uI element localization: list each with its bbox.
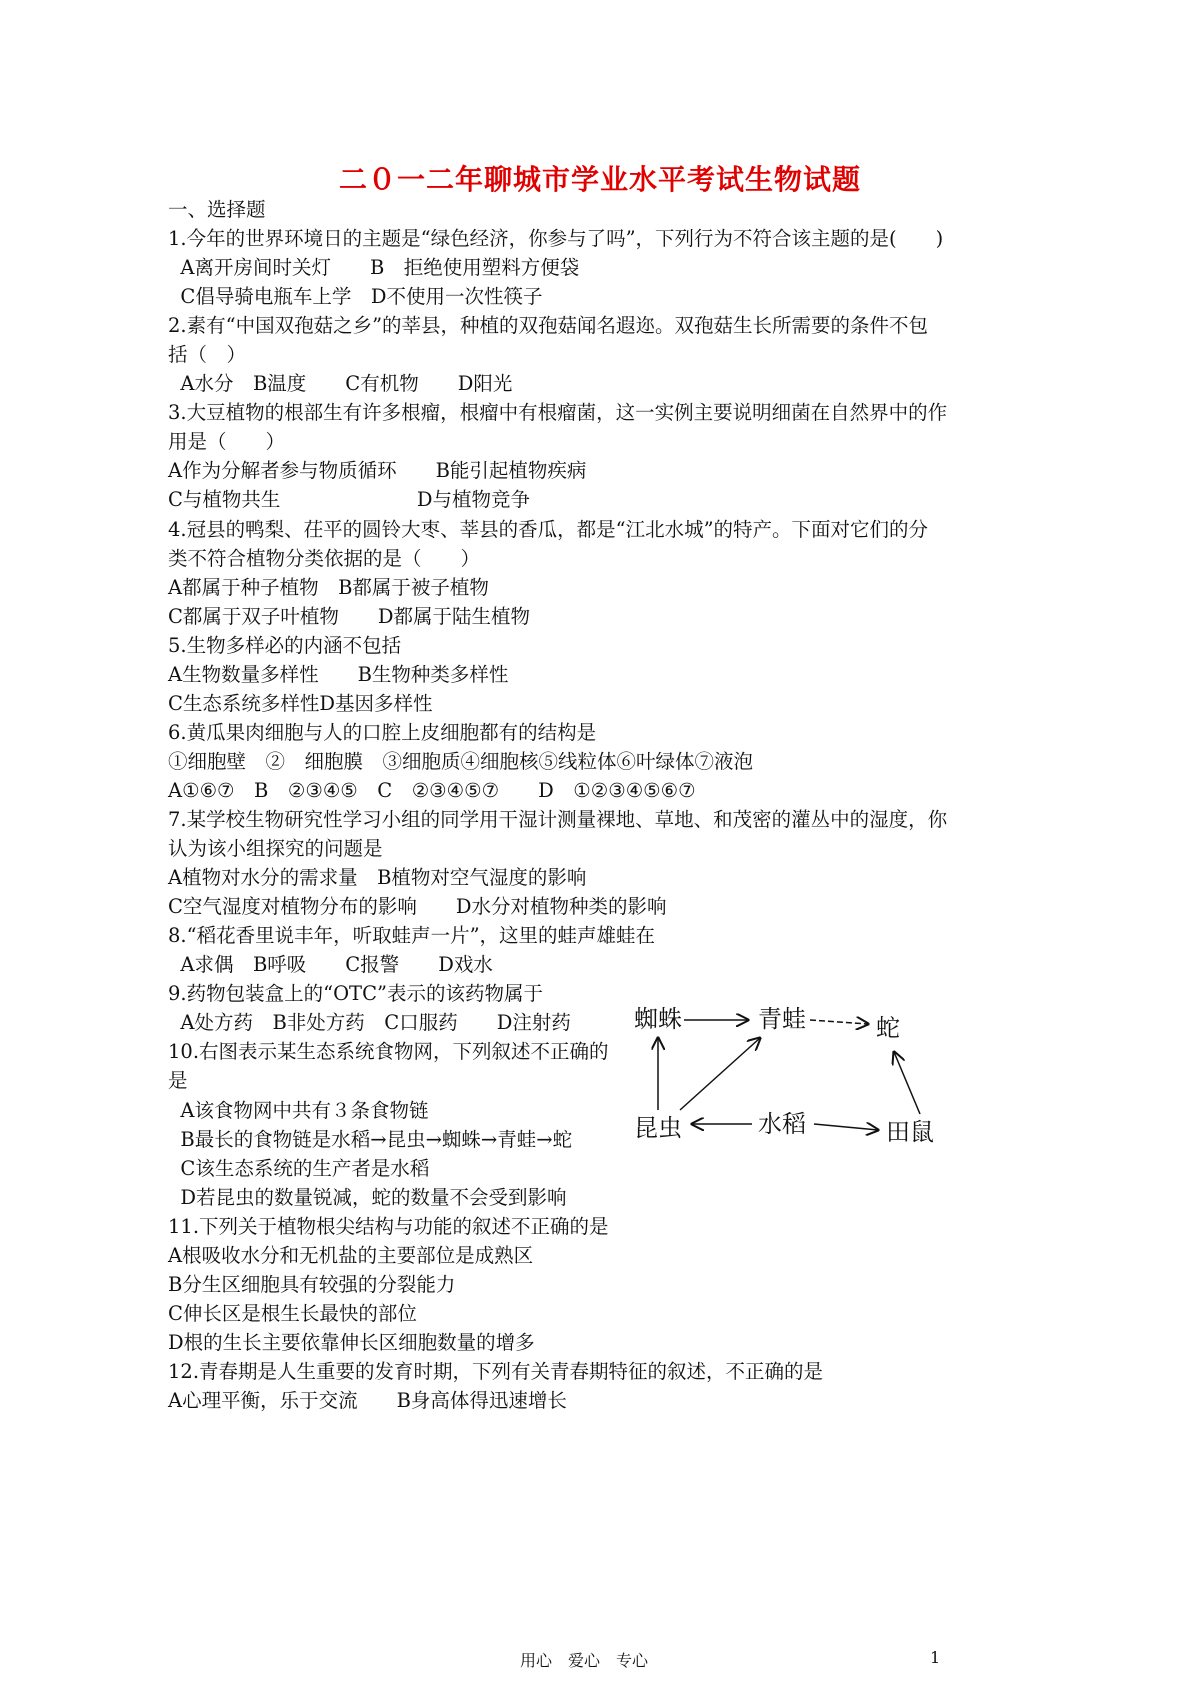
text-line: D若昆虫的数量锐减，蛇的数量不会受到影响 [168,1185,567,1209]
page-number: 1 [930,1648,941,1667]
text-line: ①细胞壁 ② 细胞膜 ③细胞质④细胞核⑤线粒体⑥叶绿体⑦液泡 [168,749,754,773]
text-line: A作为分解者参与物质循环 B能引起植物疾病 [168,459,587,483]
exam-title: 二０一二年聊城市学业水平考试生物试题 [338,163,861,196]
text-line: A离开房间时关灯 B 拒绝使用塑料方便袋 [168,256,580,280]
text-line: 10.右图表示某生态系统食物网，下列叙述不正确的 [168,1040,609,1064]
text-line: C生态系统多样性D基因多样性 [168,691,433,715]
text-line: 6.黄瓜果肉细胞与人的口腔上皮细胞都有的结构是 [168,720,597,744]
text-line: 认为该小组探究的问题是 [168,837,383,861]
text-line: B分生区细胞具有较强的分裂能力 [168,1272,456,1296]
text-line: 是 [168,1069,188,1093]
text-line: 4.冠县的鸭梨、茌平的圆铃大枣、莘县的香瓜，都是“江北水城”的特产。下面对它们的分 [168,517,929,541]
food-web-diagram [628,1000,948,1160]
node-rice: 水稻 [758,1110,806,1138]
text-line: C都属于双子叶植物 D都属于陆生植物 [168,604,531,628]
text-line: 5.生物多样必的内涵不包括 [168,633,402,657]
text-line: D根的生长主要依靠伸长区细胞数量的增多 [168,1330,535,1354]
text-line: 9.药物包装盒上的“OTC”表示的该药物属于 [168,982,543,1006]
text-line: 2.素有“中国双孢菇之乡”的莘县，种植的双孢菇闻名遐迩。双孢菇生长所需要的条件不包 [168,314,929,338]
text-line: A心理平衡，乐于交流 B身高体得迅速增长 [168,1389,567,1412]
text-line: 用是（ ） [168,430,286,454]
text-line: A①⑥⑦ B ②③④⑤ C ②③④⑤⑦ D ①②③④⑤⑥⑦ [168,778,696,802]
arrow-frog-snake [810,1020,868,1024]
text-line: B最长的食物链是水稻→昆虫→蜘蛛→青蛙→蛇 [168,1127,573,1151]
node-vole: 田鼠 [886,1118,934,1146]
text-line: C伸长区是根生长最快的部位 [168,1301,417,1325]
arrow-insect-frog [680,1038,760,1110]
section-heading: 一、选择题 [168,198,266,221]
node-spider: 蜘蛛 [634,1005,682,1033]
text-line: C倡导骑电瓶车上学 D不使用一次性筷子 [168,285,543,309]
arrow-vole-snake [894,1052,920,1114]
text-line: 11.下列关于植物根尖结构与功能的叙述不正确的是 [168,1214,609,1238]
text-line: 括（ ） [168,343,247,367]
text-line: A都属于种子植物 B都属于被子植物 [168,575,489,599]
text-line: 3.大豆植物的根部生有许多根瘤，根瘤中有根瘤菌，这一实例主要说明细菌在自然界中的作 [168,401,948,425]
text-line: A生物数量多样性 B生物种类多样性 [168,662,509,686]
text-line: C空气湿度对植物分布的影响 D水分对植物种类的影响 [168,895,667,919]
node-insect: 昆虫 [634,1114,682,1142]
text-line: 12.青春期是人生重要的发育时期，下列有关青春期特征的叙述，不正确的是 [168,1359,824,1383]
text-line: 7.某学校生物研究性学习小组的同学用干湿计测量裸地、草地、和茂密的灌丛中的湿度，你 [168,808,948,831]
text-line: C与植物共生 D与植物竞争 [168,488,531,512]
text-line: C该生态系统的生产者是水稻 [168,1156,430,1180]
text-line: A植物对水分的需求量 B植物对空气湿度的影响 [168,866,587,890]
text-line: A求偶 B呼吸 C报警 D戏水 [168,953,493,977]
node-snake: 蛇 [876,1014,900,1042]
text-line: 1.今年的世界环境日的主题是“绿色经济，你参与了吗”，下列行为不符合该主题的是( ) [168,227,944,250]
arrow-rice-vole [814,1124,878,1130]
text-line: A根吸收水分和无机盐的主要部位是成熟区 [168,1243,534,1267]
text-line: A该食物网中共有３条食物链 [168,1098,429,1122]
text-line: A水分 B温度 C有机物 D阳光 [168,372,513,396]
text-line: 类不符合植物分类依据的是（ ） [168,546,481,570]
footer-motto: 用心 爱心 专心 [520,1651,649,1670]
text-line: A处方药 B非处方药 C口服药 D注射药 [168,1011,571,1035]
node-frog: 青蛙 [758,1005,806,1033]
text-line: 8.“稻花香里说丰年，听取蛙声一片”，这里的蛙声雄蛙在 [168,924,656,948]
